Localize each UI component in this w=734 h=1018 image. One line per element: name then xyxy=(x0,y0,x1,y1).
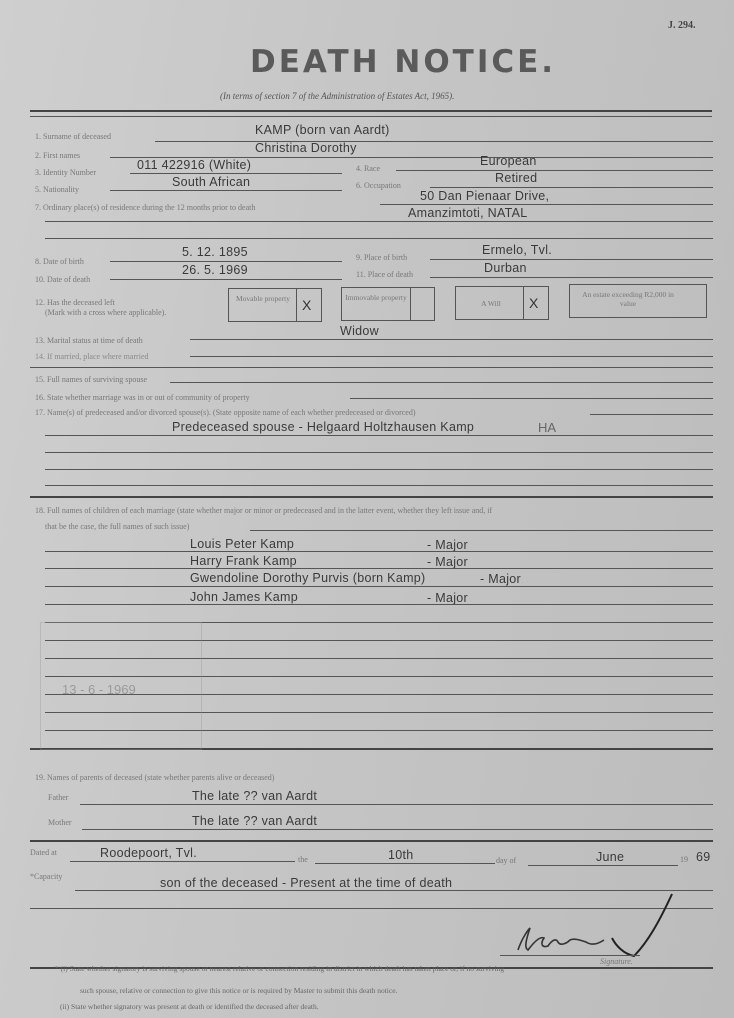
child-status: - Major xyxy=(427,591,468,605)
estate-instruction: (Mark with a cross where applicable). xyxy=(45,308,167,317)
predeceased-spouses-label: 17. Name(s) of predeceased and/or divorced spouse(s). (State opposite name of each whether predeceased or divorced) xyxy=(35,408,416,417)
will-label: A Will xyxy=(481,299,501,308)
father-value: The late ?? van Aardt xyxy=(192,789,318,803)
year-prefix-label: 19 xyxy=(680,855,688,864)
first-names-label: 2. First names xyxy=(35,151,81,160)
top-rule-2 xyxy=(30,116,712,117)
race-label: 4. Race xyxy=(356,164,380,173)
place-of-death-label: 11. Place of death xyxy=(356,270,414,279)
parents-label: 19. Names of parents of deceased (state whether parents alive or deceased) xyxy=(35,773,275,782)
residence-line-1: 50 Dan Pienaar Drive, xyxy=(420,189,550,203)
child-name: Gwendoline Dorothy Purvis (born Kamp) xyxy=(190,571,426,585)
place-of-birth-label: 9. Place of birth xyxy=(356,253,408,262)
dated-place-value: Roodepoort, Tvl. xyxy=(100,846,197,860)
place-of-death-value: Durban xyxy=(484,261,527,275)
document-title: DEATH NOTICE. xyxy=(250,44,557,80)
identity-number-value: 011 422916 (White) xyxy=(137,158,252,172)
mother-label: Mother xyxy=(48,818,72,827)
initials-mark: HA xyxy=(538,420,557,435)
surname-value: KAMP (born van Aardt) xyxy=(255,123,390,137)
movable-property-label: Movable property xyxy=(236,294,290,303)
child-name: John James Kamp xyxy=(190,590,299,604)
residence-line-2: Amanzimtoti, NATAL xyxy=(408,206,528,220)
date-of-birth-label: 8. Date of birth xyxy=(35,257,84,266)
marital-status-label: 13. Marital status at time of death xyxy=(35,336,143,345)
registry-stamp-date: 13 - 6 - 1969 xyxy=(62,682,136,697)
signature-label: Signature. xyxy=(600,957,633,966)
document-subtitle: (In terms of section 7 of the Administration of Estates Act, 1965). xyxy=(220,91,455,101)
child-name: Harry Frank Kamp xyxy=(190,554,297,568)
top-rule xyxy=(30,110,712,112)
date-of-birth-value: 5. 12. 1895 xyxy=(182,245,248,259)
nationality-value: South African xyxy=(172,175,251,189)
footnote-i-line1: * (i) State whether signatory is surviving spouse or nearest relative or connection residing in district in which death has taken place or, if no surviving xyxy=(55,964,505,973)
surname-label: 1. Surname of deceased xyxy=(35,132,111,141)
footnote-i-line2: such spouse, relative or connection to give this notice or is required by Master to submit this death notice. xyxy=(80,986,398,995)
movable-property-mark: X xyxy=(302,297,312,313)
date-of-death-label: 10. Date of death xyxy=(35,275,91,284)
children-label: 18. Full names of children of each marriage (state whether major or minor or predeceased and in the latter event, whether they left issue and, if xyxy=(35,506,493,515)
residence-label: 7. Ordinary place(s) of residence during the 12 months prior to death xyxy=(35,203,256,212)
dated-at-label: Dated at xyxy=(30,848,57,857)
dated-day-value: 10th xyxy=(388,848,414,862)
identity-number-label: 3. Identity Number xyxy=(35,168,97,177)
nationality-label: 5. Nationality xyxy=(35,185,79,194)
place-of-birth-value: Ermelo, Tvl. xyxy=(482,243,553,257)
surviving-spouse-label: 15. Full names of surviving spouse xyxy=(35,375,147,384)
occupation-value: Retired xyxy=(495,171,538,185)
date-of-death-value: 26. 5. 1969 xyxy=(182,263,248,277)
dated-month-value: June xyxy=(596,850,625,864)
child-name: Louis Peter Kamp xyxy=(190,537,295,551)
mother-value: The late ?? van Aardt xyxy=(192,814,318,828)
the-label: the xyxy=(298,855,308,864)
father-label: Father xyxy=(48,793,69,802)
marital-status-value: Widow xyxy=(340,324,380,338)
child-status: - Major xyxy=(427,555,468,569)
first-names-value: Christina Dorothy xyxy=(255,141,357,155)
form-number: J. 294. xyxy=(668,20,696,31)
estate-label: 12. Has the deceased left xyxy=(35,298,115,307)
will-mark: X xyxy=(529,295,539,311)
children-label-2: that be the case, the full names of such issue) xyxy=(45,522,190,531)
predeceased-spouse-value: Predeceased spouse - Helgaard Holtzhausen Kamp xyxy=(172,420,475,434)
child-status: - Major xyxy=(480,572,521,586)
place-married-label: 14. If married, place where married xyxy=(35,352,149,361)
capacity-value: son of the deceased - Present at the time of death xyxy=(160,876,453,890)
community-property-label: 16. State whether marriage was in or out of community of property xyxy=(35,393,250,402)
dated-year-value: 69 xyxy=(696,850,711,864)
estate-value-label: An estate exceeding R2,000 in value xyxy=(582,290,674,308)
child-status: - Major xyxy=(427,538,468,552)
capacity-label: *Capacity xyxy=(30,872,63,881)
race-value: European xyxy=(480,154,537,168)
day-of-label: day of xyxy=(496,856,517,865)
footnote-ii: (ii) State whether signatory was present at death or identified the deceased after death. xyxy=(60,1002,319,1011)
occupation-label: 6. Occupation xyxy=(356,181,401,190)
immovable-property-label: Immovable property xyxy=(345,293,407,302)
